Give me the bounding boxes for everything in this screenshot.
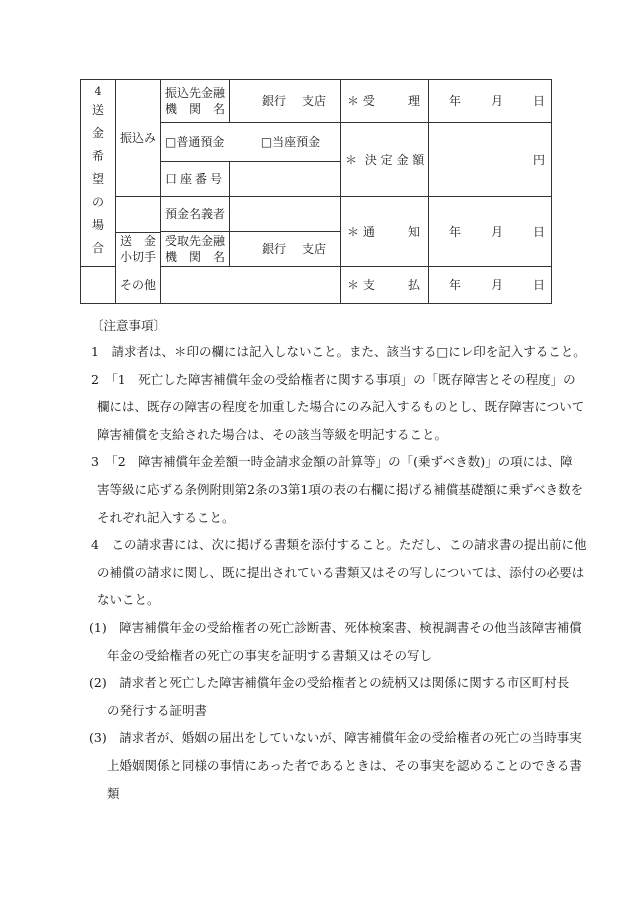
shiharai-label-cell xyxy=(341,266,429,303)
tsuchi-label-cell xyxy=(341,197,429,267)
note-line: 上婚姻関係と同様の事情にあった者であるときは、その事実を認めることのできる書 xyxy=(107,757,582,773)
bank-suffix: 銀行 xyxy=(262,94,287,109)
note-line: 4 この請求書には、次に掲げる書類を添付すること。ただし、この請求書の提出前に他 xyxy=(91,537,587,553)
receive-bank-label-cell xyxy=(161,232,230,267)
note-line: 類 xyxy=(107,785,120,801)
section-number: 4 xyxy=(94,85,102,99)
receive-bank-label-line: 受取先金融 xyxy=(165,233,226,248)
ordinary-deposit-checkbox[interactable]: □普通預金 xyxy=(165,135,225,150)
section-label-cell xyxy=(81,80,116,267)
month-label: 月 xyxy=(490,277,503,292)
receive-bank-label-line: 機 関 名 xyxy=(165,249,226,264)
kettei-label-cell xyxy=(341,123,429,197)
remittance-form-table xyxy=(80,79,552,304)
shiharai-char: 支 xyxy=(362,277,375,292)
tsuchi-char: 知 xyxy=(407,224,420,239)
account-holder-value[interactable] xyxy=(230,197,341,232)
juri-char: 理 xyxy=(407,94,420,109)
branch-suffix: 支店 xyxy=(301,241,326,256)
section-char: 合 xyxy=(91,241,104,256)
section-char: の xyxy=(91,195,104,210)
bank-value-cell[interactable] xyxy=(230,80,341,123)
yen-label: 円 xyxy=(532,152,545,167)
juri-date-cell xyxy=(429,80,552,123)
note-line: の発行する証明書 xyxy=(107,702,208,718)
branch-suffix: 支店 xyxy=(301,94,326,109)
star-mark: ＊ xyxy=(347,94,360,109)
day-label: 日 xyxy=(532,94,545,109)
note-line: 2 「1 死亡した障害補償年金の受給権者に関する事項」の「既存障害とその程度」の xyxy=(91,371,576,387)
kettei-label: 決 定 金 額 xyxy=(364,152,425,167)
note-line: ないこと。 xyxy=(97,592,160,608)
account-holder-label: 預金名義者 xyxy=(161,197,230,232)
bank-label-line: 振込先金融 xyxy=(165,86,226,101)
star-mark: ＊ xyxy=(345,152,358,167)
star-mark: ＊ xyxy=(347,277,360,292)
other-label: その他 xyxy=(116,266,161,303)
day-label: 日 xyxy=(532,277,545,292)
year-label: 年 xyxy=(448,224,461,239)
tsuchi-char: 通 xyxy=(362,224,375,239)
juri-char: 受 xyxy=(362,94,375,109)
check-label-line: 送 金 xyxy=(119,234,156,248)
day-label: 日 xyxy=(532,224,545,239)
furikomi-label: 振込み xyxy=(116,80,161,197)
account-number-label: 口座番号 xyxy=(161,162,230,197)
section-char: 望 xyxy=(91,172,104,187)
deposit-type-cell[interactable] xyxy=(161,123,341,162)
note-line: (1) 障害補償年金の受給権者の死亡診断書、死体検案書、検視調書その他当該障害補償 xyxy=(89,619,582,635)
bank-suffix: 銀行 xyxy=(262,241,287,256)
shiharai-char: 払 xyxy=(407,277,420,292)
note-line: 1 請求者は、＊印の欄には記入しないこと。また、該当する□にレ印を記入すること。 xyxy=(91,344,586,359)
month-label: 月 xyxy=(490,224,503,239)
juri-label-cell xyxy=(341,80,429,123)
section-char: 金 xyxy=(91,126,104,141)
tsuchi-date-cell xyxy=(429,197,552,267)
shiharai-date-cell xyxy=(429,266,552,303)
note-line: (2) 請求者と死亡した障害補償年金の受給権者との続柄又は関係に関する市区町村長 xyxy=(89,675,570,691)
notes-heading: 〔注意事項〕 xyxy=(91,318,167,333)
note-line: それぞれ記入すること。 xyxy=(97,509,235,525)
note-line: 障害補償を支給された場合は、その該当等級を明記すること。 xyxy=(97,426,448,442)
bank-label-cell xyxy=(161,80,230,123)
receive-bank-value-cell[interactable] xyxy=(230,232,341,267)
check-label xyxy=(116,232,160,269)
note-line: 年金の受給権者の死亡の事実を証明する書類又はその写し xyxy=(107,647,433,663)
notes-section xyxy=(89,316,587,811)
note-line: (3) 請求者が、婚姻の届出をしていないが、障害補償年金の受給権者の死亡の当時事実 xyxy=(89,730,582,746)
year-label: 年 xyxy=(448,277,461,292)
other-value-cell[interactable] xyxy=(161,266,341,303)
note-line: の補償の請求に関し、既に提出されている書類又はその写しについては、添付の必要は xyxy=(97,564,585,580)
section-char: 送 xyxy=(91,103,104,118)
section-char: 場 xyxy=(91,218,104,233)
account-number-value[interactable] xyxy=(230,162,341,197)
star-mark: ＊ xyxy=(347,224,360,239)
kettei-amount-cell xyxy=(429,123,552,197)
section-char: 希 xyxy=(91,149,104,164)
note-line: 3 「2 障害補償年金差額一時金請求金額の計算等」の「(乗ずべき数)」の項には、障 xyxy=(91,454,573,470)
year-label: 年 xyxy=(448,94,461,109)
check-label-line: 小切手 xyxy=(119,250,156,264)
current-deposit-checkbox[interactable]: □当座預金 xyxy=(260,135,321,150)
bank-label-line: 機 関 名 xyxy=(165,102,226,117)
note-line: 害等級に応ずる条例附則第2条の3第1項の表の右欄に掲げる補償基礎額に乗ずべき数を xyxy=(97,481,584,497)
month-label: 月 xyxy=(490,94,503,109)
note-line: 欄には、既存の障害の程度を加重した場合にのみ記入するものとし、既存障害について xyxy=(97,399,585,415)
